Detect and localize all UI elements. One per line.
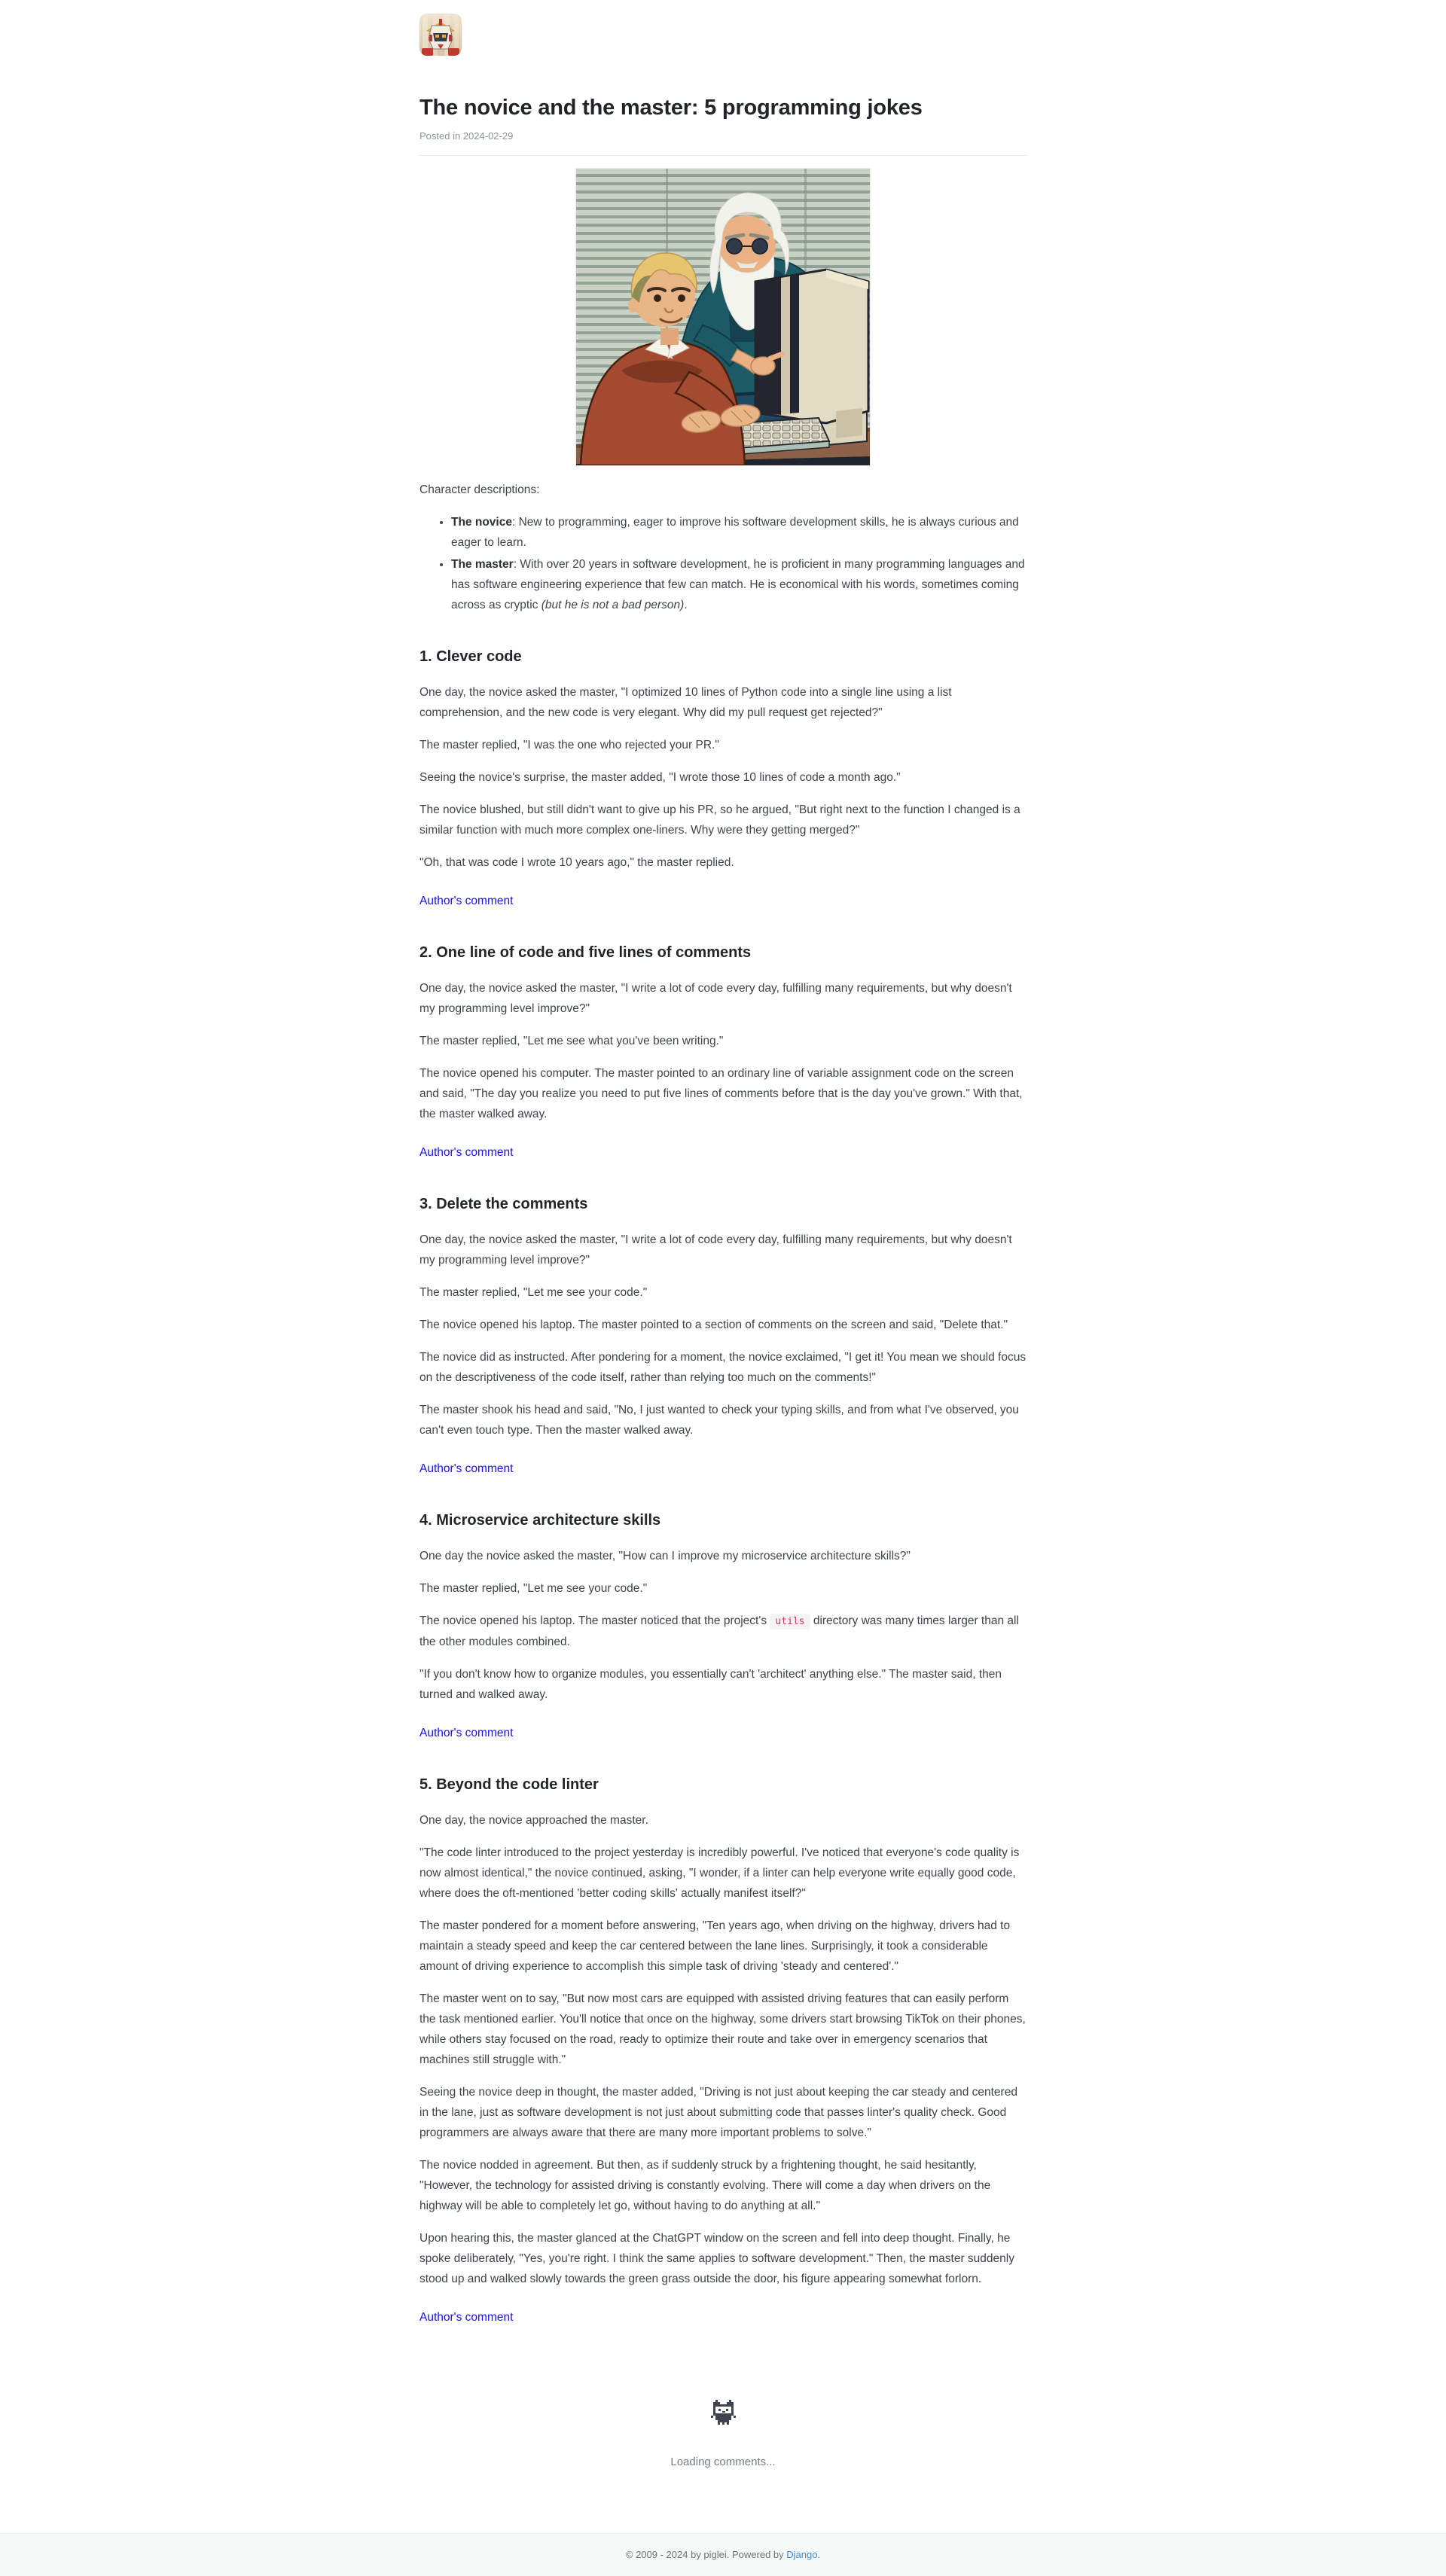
paragraph: The novice opened his laptop. The master pointed to a section of comments on the screen and said, "Delete that." [419,1318,1008,1331]
divider [419,155,1027,156]
paragraph: One day, the novice asked the master, "I write a lot of code every day, fulfilling many requirements, but why doesn't my programming level improve?" [419,981,1012,1015]
paragraph: "If you don't know how to organize modules, you essentially can't 'architect' anything else." The master said, then turned and walked away. [419,1667,1002,1701]
authors-comment-link-2[interactable]: Author's comment [419,1145,514,1159]
character-item-master [451,554,1027,615]
character-label: The novice [451,515,512,529]
character-text: : New to programming, eager to improve his software development skills, he is always curious and eager to learn. [451,515,1019,549]
character-item-novice [451,512,1027,553]
paragraph: One day, the novice asked the master, "I optimized 10 lines of Python code into a single line using a list comprehension, and the new code is very elegant. Why did my pull request get rejected?" [419,685,952,719]
inline-code: utils [770,1614,810,1629]
paragraph: Upon hearing this, the master glanced at the ChatGPT window on the screen and fell into deep thought. Finally, he spoke deliberately, "Yes, you're right. I think the same applies to software development." Then, the master suddenly stood up and walked slowly towards the green grass outside the door, his figure appearing somewhat forlorn. [419,2231,1014,2285]
paragraph: The novice nodded in agreement. But then, as if suddenly struck by a frightening thought, he said hesitantly, "However, the technology for assisted driving is constantly evolving. There will come a day when drivers on the highway will be able to completely let go, without having to do anything at all." [419,2158,991,2212]
paragraph: The master replied, "Let me see your code." [419,1285,648,1299]
section-heading-2: 2. One line of code and five lines of comments [419,944,752,961]
character-text: . [684,598,688,611]
character-text: : With over 20 years in software development, he is proficient in many programming languages and has software engineering experience that few can match. He is economical with his words, sometimes coming across as cryptic [451,557,1025,611]
page-title: The novice and the master: 5 programming jokes [419,96,923,120]
pixel-cat-icon [711,2400,736,2433]
hero-illustration [575,168,871,466]
authors-comment-link-4[interactable]: Author's comment [419,1726,514,1739]
paragraph: The master replied, "I was the one who rejected your PR." [419,738,719,751]
paragraph: The novice opened his computer. The master pointed to an ordinary line of variable assignment code on the screen and said, "The day you realize you need to put five lines of comments before that is the day you've grown." With that, the master walked away. [419,1066,1023,1120]
paragraph: The novice did as instructed. After pondering for a moment, the novice exclaimed, "I get it! You mean we should focus on the descriptiveness of the code itself, rather than relying too much on the comments!" [419,1350,1027,1384]
paragraph: The master replied, "Let me see your code." [419,1581,648,1595]
character-list [419,512,1027,615]
paragraph: Seeing the novice deep in thought, the master added, "Driving is not just about keeping the car steady and centered in the lane, just as software development is not just about submitting code that passes linter's quality check. Good programmers are always aware that there are many more important problems to solve." [419,2085,1017,2139]
copyright-text: © 2009 - 2024 by piglei. Powered by [625,2548,787,2560]
site-logo[interactable] [419,14,462,56]
paragraph: Seeing the novice's surprise, the master added, "I wrote those 10 lines of code a month ago." [419,770,901,784]
paragraph: One day, the novice approached the master. [419,1813,648,1827]
paragraph-with-code [419,1611,1027,1652]
footer [0,2533,1446,2576]
copyright-text-end: . [817,2548,821,2560]
characters-lead: Character descriptions: [419,483,540,496]
paragraph-text: directory was many times larger than all the other modules combined. [419,1614,1019,1648]
loading-comments-text: Loading comments... [670,2455,776,2468]
authors-comment-link-1[interactable]: Author's comment [419,894,514,907]
paragraph: One day, the novice asked the master, "I write a lot of code every day, fulfilling many requirements, but why doesn't my programming level improve?" [419,1233,1012,1267]
authors-comment-link-5[interactable]: Author's comment [419,2310,514,2324]
paragraph: The master pondered for a moment before answering, "Ten years ago, when driving on the highway, drivers had to maintain a steady speed and keep the car centered between the lane lines. Surprisingly, it took a considerable amount of driving experience to accomplish this simple task of driving 'steady and centered'." [419,1919,1011,1973]
paragraph-text: The novice opened his laptop. The master noticed that the project's [419,1614,770,1627]
django-link[interactable]: Django [786,2548,818,2560]
section-heading-1: 1. Clever code [419,648,522,665]
paragraph: "The code linter introduced to the project yesterday is incredibly powerful. I've noticed that everyone's code quality is now almost identical," the novice continued, asking, "I wonder, if a linter can help everyone write equally good code, where does the oft-mentioned 'better coding skills' actually manifest itself?" [419,1846,1020,1900]
paragraph: The master replied, "Let me see what you've been writing." [419,1034,724,1047]
page-container [419,0,1027,2468]
section-heading-5: 5. Beyond the code linter [419,1776,599,1793]
comments-section [419,2400,1027,2468]
authors-comment-link-3[interactable]: Author's comment [419,1462,514,1475]
paragraph: The novice blushed, but still didn't want to give up his PR, so he argued, "But right next to the function I changed is a similar function with much more complex one-liners. Why were they getting merged?" [419,803,1020,837]
section-heading-3: 3. Delete the comments [419,1195,588,1212]
novice-and-master-illustration [576,169,870,465]
post-date: Posted in 2024-02-29 [419,130,514,142]
paragraph: One day the novice asked the master, "How can I improve my microservice architecture skills?" [419,1549,911,1562]
paragraph: The master went on to say, "But now most cars are equipped with assisted driving features that can easily perform the task mentioned earlier. You'll notice that once on the highway, some drivers start browsing TikTok on their phones, while others stay focused on the road, ready to optimize their route and take over in emergency scenarios that machines still struggle with." [419,1992,1026,2066]
section-heading-4: 4. Microservice architecture skills [419,1511,661,1529]
robot-toy-avatar-icon [419,14,462,56]
paragraph: The master shook his head and said, "No, I just wanted to check your typing skills, and from what I've observed, you can't even touch type. Then the master walked away. [419,1403,1019,1437]
paragraph: "Oh, that was code I wrote 10 years ago," the master replied. [419,855,734,869]
character-text-italic: (but he is not a bad person) [541,598,685,611]
character-label: The master [451,557,514,571]
